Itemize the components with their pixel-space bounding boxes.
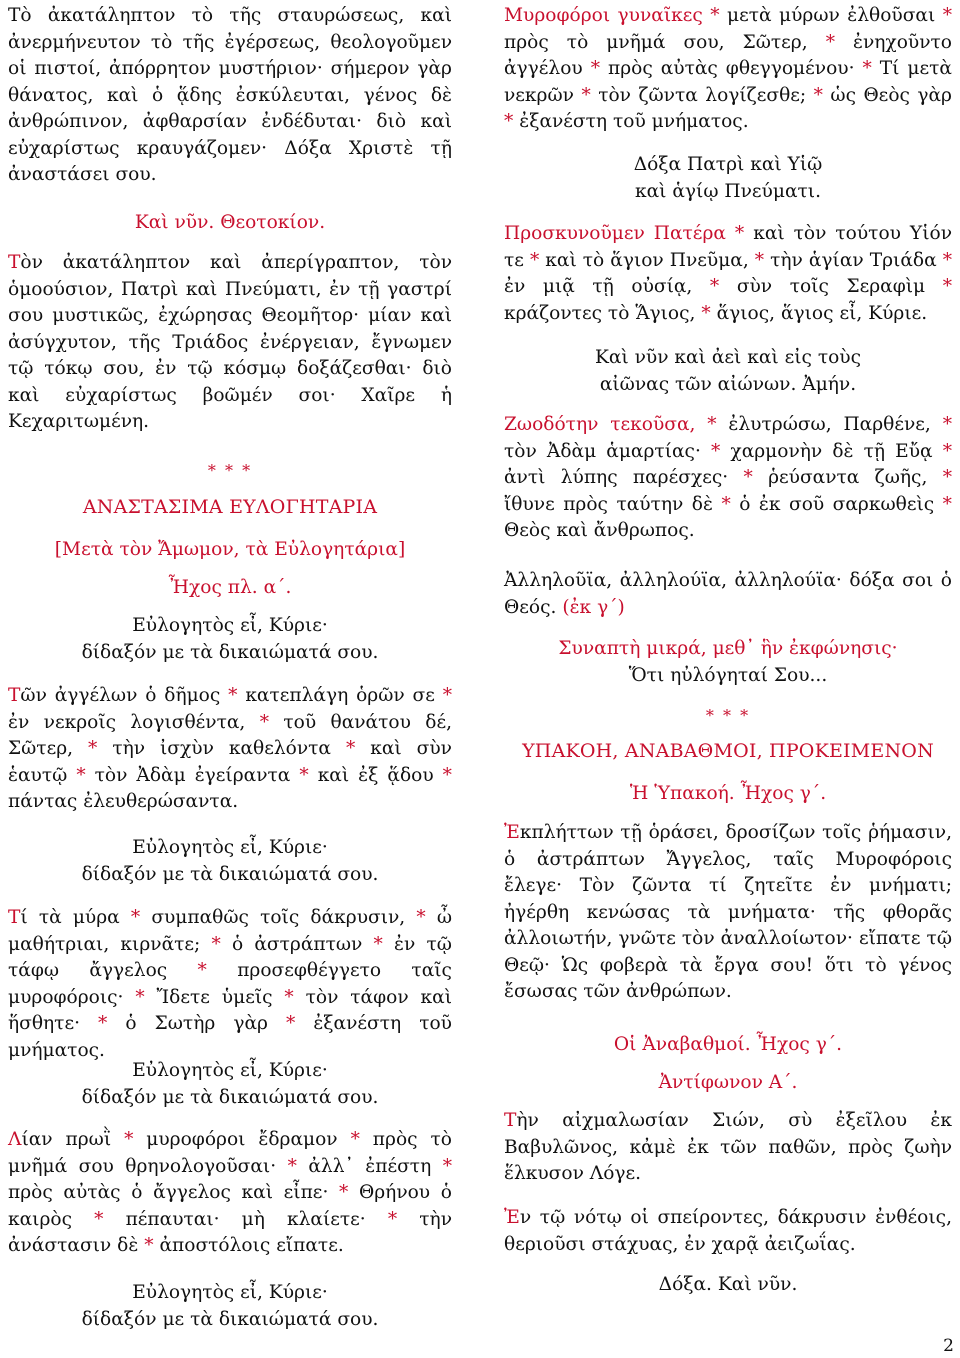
section-title: ΥΠΑΚΟΗ, ΑΝΑΒΑΘΜΟΙ, ΠΡΟΚΕΙΜΕΝΟΝ — [522, 740, 934, 762]
section-divider-stars: * * * — [705, 706, 751, 725]
ekfonisis-text: Ὅτι ηὐλόγηταί Σου... — [628, 664, 828, 686]
troparion-text: μετὰ μύρων ἐλθοῦσαι — [727, 5, 936, 26]
initial-letter: Τ — [504, 1110, 517, 1131]
troparion-text: ἀντὶ λύπης παρέσχες· — [504, 467, 729, 488]
troparion-4: Μυροφόροι γυναῖκες * μετὰ μύρων ἐλθοῦσαι * πρὸς τὸ μνῆμά σου, Σῶτερ, * ἐνηχοῦντο ἀγγέλου * πρὸς αὐτὰς φθεγγομένου· * Τί μετὰ νεκρῶν * τὸν ζῶντα λογίζεσθε; * ὡς Θεὸς γὰρ * ἐξανέστη τοῦ μνήματος. — [504, 5, 952, 132]
troparion-text: κράζοντες τὸ Ἅγιος, — [504, 302, 696, 324]
troparion-text: τοῦ θανάτου δέ, Σῶτερ, — [8, 711, 452, 759]
troparion-text: τὴν ἁγίαν Τριάδα — [770, 249, 937, 271]
antifonon-heading: Ἀντίφωνον Α΄. — [658, 1072, 798, 1093]
initial-letter: Τ — [8, 685, 21, 706]
troparion-text: ἴθυνε πρὸς ταύτην δὲ — [504, 493, 713, 515]
kai-nyn-heading: Καὶ νῦν. Θεοτοκίον. — [134, 212, 326, 233]
troparion-text: ὁ ἐκ σοῦ σαρκωθεὶς — [739, 493, 935, 515]
troparion-text: καὶ τὸν τούτου Υἱόν τε — [504, 223, 952, 271]
refrain-line-1: Εὐλογητὸς εἶ, Κύριε· — [132, 837, 328, 858]
initial-letter: Τ — [8, 907, 21, 928]
troparion-text: καὶ σὺν ἑαυτῷ — [8, 738, 452, 786]
initial-letter: Μ — [504, 5, 524, 26]
troparion-text: χαρμονὴν δὲ τῇ Εὔᾳ — [730, 440, 933, 462]
troparion-text: τὴν ἰσχὺν καθελόντα — [112, 738, 331, 759]
troparion-text: σὺν τοῖς Σεραφὶμ — [736, 276, 926, 297]
page-number: 2 — [943, 1336, 954, 1356]
troparion-text: Θεὸς καὶ ἄνθρωπος. — [504, 520, 695, 541]
alleluia-note: (ἐκ γ΄) — [562, 596, 625, 618]
section-subtitle: [Μετὰ τὸν Ἄμωμον, τὰ Εὐλογητάρια] — [54, 539, 406, 560]
troparion-text: ἐν μιᾷ τῇ οὐσίᾳ, — [504, 276, 693, 297]
troparion-text: συμπαθῶς τοῖς δάκρυσιν, — [151, 907, 406, 928]
troparion-text: Ἴδετε ὑμεῖς — [156, 986, 273, 1008]
kai-nyn-line-1: Καὶ νῦν καὶ ἀεὶ καὶ εἰς τοὺς — [594, 347, 862, 368]
troparion-text: ὁ ἀστράπτων — [231, 933, 363, 955]
antifonon-verse-1 — [504, 1108, 952, 1188]
alleluia-text: Ἀλληλοῦϊα, ἀλληλούϊα, ἀλληλούϊα· δόξα σοι ὁ Θεός. — [504, 570, 952, 618]
troparion-text: τὴν ἀνάστασιν δὲ — [8, 1208, 452, 1256]
initial-letter: Ἐ — [504, 822, 520, 843]
initial-letter: Τ — [8, 252, 21, 273]
troparion-text: μυροφόροι ἔδραμον — [146, 1129, 338, 1150]
theotokion-intro-paragraph — [8, 3, 452, 189]
troparion-text: ἐν νεκροῖς λογισθέντα, — [8, 711, 246, 733]
troparion-text: πρὸς τὸ μνῆμά σου, Σῶτερ, — [504, 31, 808, 53]
antifonon-verse-2 — [504, 1205, 952, 1258]
troparion-2: Τί τὰ μύρα * συμπαθῶς τοῖς δάκρυσιν, * ὦ μαθήτριαι, κιρνᾶτε; * ὁ ἀστράπτων * ἐν τῷ τάφῳ ἄγγελος * προσεφθέγγετο ταῖς μυροφόροις· * Ἴδετε ὑμεῖς * τὸν τάφον καὶ ἥσθητε· * ὁ Σωτὴρ γὰρ * ἐξανέστη τοῦ μνήματος. — [8, 907, 452, 1061]
troparion-text: ἐν τῷ τάφῳ ἄγγελος — [8, 933, 452, 981]
troparion-text: τὸν Ἀδὰμ ἁμαρτίας· — [504, 440, 701, 462]
troparion-text: ὦ μαθήτριαι, κιρνᾶτε; — [8, 907, 452, 955]
antifonon-text: ν τῷ νότῳ οἱ σπείροντες, δάκρυσιν ἐνθέοις, θεριοῦσι στάχυας, ἐν χαρᾷ ἀειζωΐας. — [504, 1207, 952, 1255]
refrain-line-2: δίδαξόν με τὰ δικαιώματά σου. — [81, 1308, 379, 1330]
refrain — [8, 1058, 452, 1111]
troparion-text: τὸν τάφον καὶ ἥσθητε· — [8, 986, 452, 1034]
theotokion-paragraph — [8, 250, 452, 436]
troparion-text: ἀλλ᾿ ἐπέστη — [308, 1155, 432, 1177]
alleluia-paragraph — [504, 568, 952, 621]
anavathmoi-heading: Οἱ Ἀναβαθμοί. Ἦχος γ΄. — [613, 1034, 843, 1055]
troparion-text: Θρήνου ὁ καιρὸς — [8, 1182, 452, 1230]
kai-nyn-line-2: αἰῶνας τῶν αἰώνων. Ἀμήν. — [599, 373, 857, 395]
troparion-text: καὶ ἐξ ᾅδου — [317, 764, 434, 786]
troparion-3: Λίαν πρωῒ * μυροφόροι ἔδραμον * πρὸς τὸ μνῆμά σου θρηνολογοῦσαι· * ἀλλ᾿ ἐπέστη * πρὸς αὐτὰς ὁ ἄγγελος καὶ εἶπε· * Θρήνου ὁ καιρὸς * πέπαυται· μὴ κλαίετε· * τὴν ἀνάστασιν δὲ * ἀποστόλοις εἴπατε. — [8, 1129, 452, 1256]
ypakoi-text: κπλήττων τῇ ὁράσει, δροσίζων τοῖς ῥήμασιν, ὁ ἀστράπτων Ἄγγελος, ταῖς Μυροφόροις ἔλεγε· Τὸν ζῶντα τί ζητεῖτε ἐν μνήματι; ἠγέρθη κενώσας τὰ μνήματα· τῆς φθορᾶς ἀλλοιωτήν, γνῶτε τὸν ἀναλλοίωτον· εἴπατε τῷ Θεῷ· Ὡς φοβερὰ τὰ ἔργα σου! ὅτι τὸ γένος ἔσωσας τῶν ἀνθρώπων. — [504, 822, 952, 1002]
refrain-line-2: δίδαξόν με τὰ δικαιώματά σου. — [81, 641, 379, 663]
troparion-text: ἐξανέστη τοῦ μνήματος. — [519, 111, 749, 132]
kai-nyn-refrain — [504, 345, 952, 398]
troparion-text: ὁ Σωτὴρ γὰρ — [125, 1013, 268, 1034]
refrain — [8, 613, 452, 666]
initial-letter: Λ — [8, 1129, 22, 1150]
troparion-text: ἐλυτρώσω, Παρθένε, — [728, 414, 931, 435]
theotokion-6: Ζωοδότην τεκοῦσα, * ἐλυτρώσω, Παρθένε, * τὸν Ἀδὰμ ἁμαρτίας· * χαρμονὴν δὲ τῇ Εὔᾳ * ἀντὶ λύπης παρέσχες· * ῥεύσαντα ζωῆς, * ἴθυνε πρὸς ταύτην δὲ * ὁ ἐκ σοῦ σαρκωθεὶς * Θεὸς καὶ ἄνθρωπος. — [504, 414, 953, 541]
troparion-text: πάντας ἐλευθερώσαντα. — [8, 791, 239, 812]
doxa-refrain — [504, 152, 952, 205]
initial-letter: Π — [504, 223, 521, 244]
troparion-text: ροσκυνοῦμεν Πατέρα — [520, 223, 726, 244]
refrain-line-1: Εὐλογητὸς εἶ, Κύριε· — [132, 1282, 328, 1303]
doxa-line-1: Δόξα Πατρὶ καὶ Υἱῷ — [633, 154, 823, 175]
ypakoi-heading: Ἡ Ὑπακοή. Ἦχος γ΄. — [629, 783, 827, 804]
troparion-text: Τί μετὰ νεκρῶν — [504, 58, 952, 106]
paragraph-resurrection-hymn: Τὸ ἀκατάληπτον τὸ τῆς σταυρώσεως, καὶ ἀνερμήνευτον τὸ τῆς ἐγέρσεως, θεολογοῦμεν οἱ πιστοί, ἀπόρρητον μυστήριον· σήμερον γὰρ θάνατος, καὶ ὁ ᾅδης ἐσκύλευται, γένος δὲ ἀνθρώπινον, ἀφθαρσίαν ἐνδέδυται· διὸ καὶ εὐχαρίστως κραυγάζομεν· Δόξα Χριστὲ τῇ ἀναστάσει σου. — [8, 5, 452, 185]
synapti-block — [504, 636, 952, 689]
troparion-text: ῶν ἀγγέλων ὁ δῆμος — [20, 685, 221, 706]
refrain — [8, 1280, 452, 1333]
refrain-line-2: δίδαξόν με τὰ δικαιώματά σου. — [81, 863, 379, 885]
troparion-text: τὸν ζῶντα λογίζεσθε; — [598, 84, 807, 106]
troparion-text: πρὸς αὐτὰς φθεγγομένου· — [607, 58, 855, 79]
section-divider-stars: * * * — [207, 461, 253, 480]
troparion-text: υροφόροι γυναῖκες — [523, 5, 703, 26]
doxa-kai-nyn: Δόξα. Καὶ νῦν. — [658, 1274, 798, 1295]
refrain — [8, 835, 452, 888]
ypakoi-paragraph — [504, 820, 952, 1006]
initial-letter: Ἐ — [504, 1207, 520, 1228]
troparion-text: ίαν πρωῒ — [21, 1129, 112, 1150]
troparion-text: ἐνηχοῦντο ἀγγέλου — [504, 31, 952, 79]
theotokion-text: ὸν ἀκατάληπτον καὶ ἀπερίγραπτον, τὸν ὁμοούσιον, Πατρὶ καὶ Πνεύματι, ἐν τῇ γαστρί σου μυστικῶς, ἐχώρησας Θεομῆτορ· μίαν καὶ ἀσύγχυτον, τῆς Τριάδος ἐνέργειαν, ἔγνωμεν τῷ τόκῳ σου, ἐν τῷ κόσμῳ δοξάζεσθαι· διὸ καὶ εὐχαρίστως βοῶμέν σοι· Χαῖρε ἡ Κεχαριτωμένη. — [8, 252, 452, 432]
troparion-text: ἐξανέστη τοῦ μνήματος. — [8, 1013, 452, 1061]
troparion-text: τὸν Ἀδὰμ ἐγείραντα — [94, 764, 291, 786]
troparion-text: ἅγιος, ἅγιος εἶ, Κύριε. — [716, 302, 928, 324]
troparion-text: καὶ τὸ ἅγιον Πνεῦμα, — [545, 249, 749, 271]
synapti-rubric: Συναπτὴ μικρά, μεθ᾿ ἣν ἐκφώνησις· — [558, 638, 898, 659]
troparion-text: πέπαυται· μὴ κλαίετε· — [125, 1208, 366, 1230]
troparion-text: πρὸς τὸ μνῆμά σου θρηνολογοῦσαι· — [8, 1129, 452, 1177]
troparion-5: Προσκυνοῦμεν Πατέρα * καὶ τὸν τούτου Υἱόν τε * καὶ τὸ ἅγιον Πνεῦμα, * τὴν ἁγίαν Τριάδα * ἐν μιᾷ τῇ οὐσίᾳ, * σὺν τοῖς Σεραφὶμ * κράζοντες τὸ Ἅγιος, * ἅγιος, ἅγιος εἶ, Κύριε. — [504, 223, 953, 324]
troparion-text: ἀποστόλοις εἴπατε. — [159, 1235, 344, 1256]
doxa-line-2: καὶ ἁγίῳ Πνεύματι. — [635, 180, 821, 202]
refrain-line-2: δίδαξόν με τὰ δικαιώματά σου. — [81, 1086, 379, 1108]
troparion-text: προσεφθέγγετο ταῖς μυροφόροις· — [8, 960, 452, 1008]
troparion-text: ί τὰ μύρα — [20, 907, 120, 928]
section-title: ΑΝΑΣΤΑΣΙΜΑ ΕΥΛΟΓΗΤΑΡΙΑ — [82, 496, 378, 518]
troparion-1: Τῶν ἀγγέλων ὁ δῆμος * κατεπλάγη ὁρῶν σε * ἐν νεκροῖς λογισθέντα, * τοῦ θανάτου δέ, Σῶτερ, * τὴν ἰσχὺν καθελόντα * καὶ σὺν ἑαυτῷ * τὸν Ἀδὰμ ἐγείραντα * καὶ ἐξ ᾅδου * πάντας ἐλευθερώσαντα. — [8, 685, 452, 812]
refrain-line-1: Εὐλογητὸς εἶ, Κύριε· — [132, 615, 328, 636]
troparion-text: πρὸς αὐτὰς ὁ ἄγγελος καὶ εἶπε· — [8, 1182, 329, 1203]
initial-letter: Ζ — [504, 414, 517, 435]
troparion-text: ῥεύσαντα ζωῆς, — [768, 467, 928, 488]
refrain-line-1: Εὐλογητὸς εἶ, Κύριε· — [132, 1060, 328, 1081]
troparion-text: ὡς Θεὸς γὰρ — [830, 84, 952, 106]
antifonon-text: ὴν αἰχμαλωσίαν Σιών, σὺ ἐξεῖλου ἐκ Βαβυλῶνος, κἀμὲ ἐκ τῶν παθῶν, πρὸς ζωὴν ἕλκυσον Λόγε. — [504, 1110, 952, 1184]
troparion-text: κατεπλάγη ὁρῶν σε — [245, 685, 435, 706]
tone-label: Ἦχος πλ. α΄. — [168, 577, 292, 598]
troparion-text: ωοδότην τεκοῦσα, — [516, 414, 696, 435]
